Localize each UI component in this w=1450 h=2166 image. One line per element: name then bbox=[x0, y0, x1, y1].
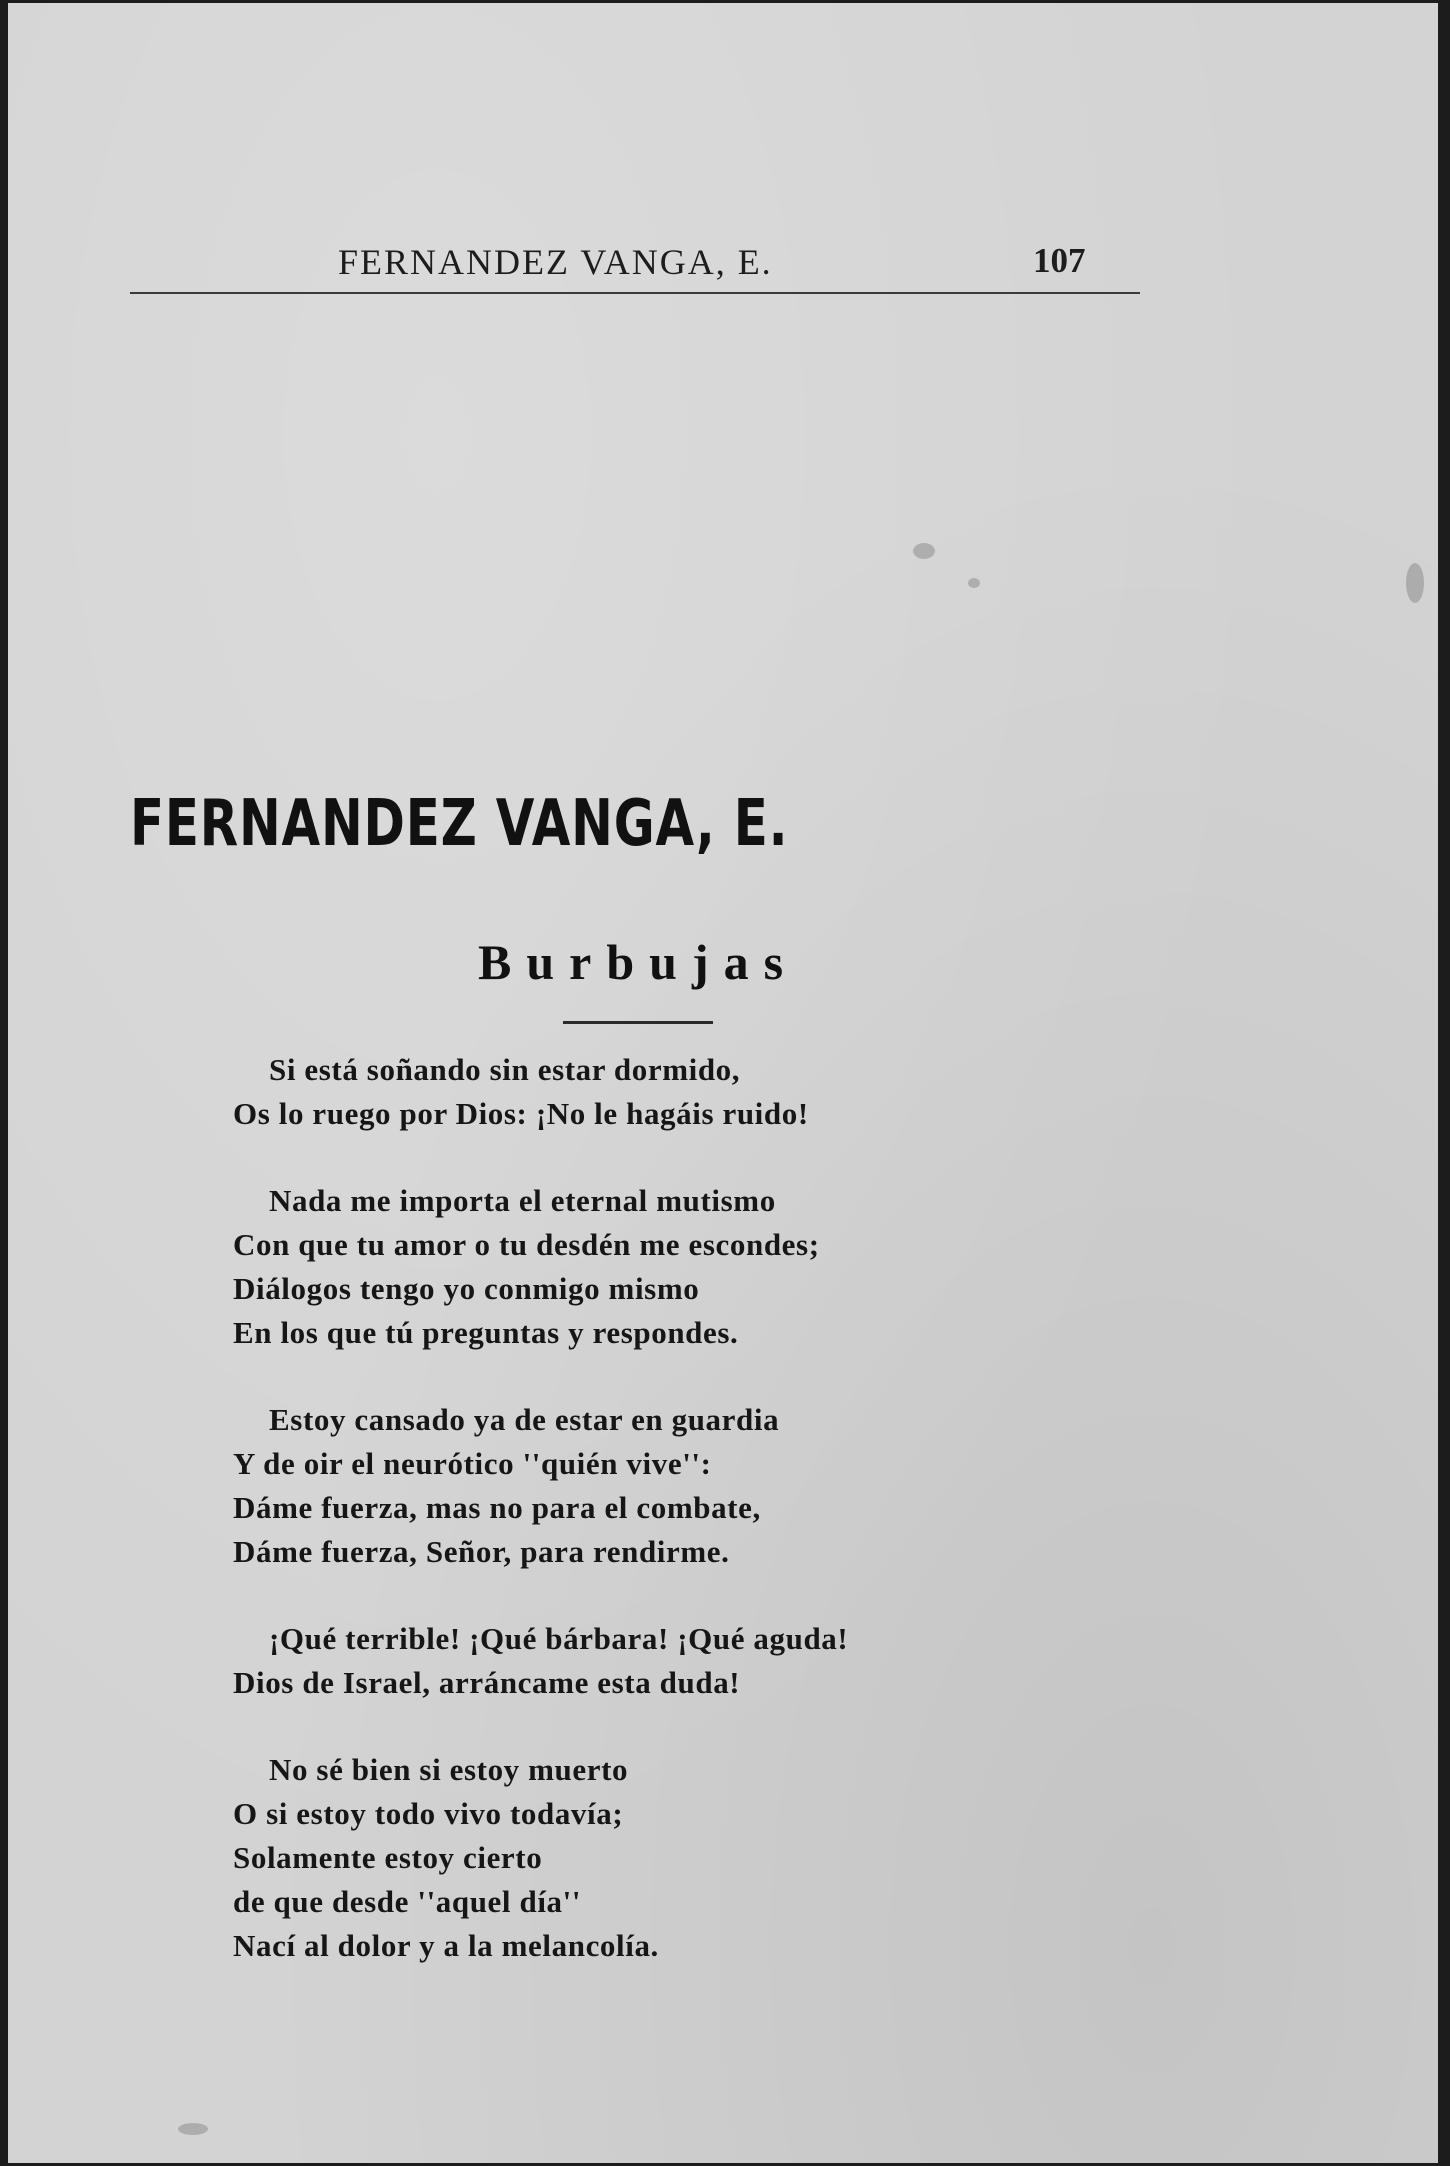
poem-line: No sé bien si estoy muerto bbox=[269, 1752, 629, 1787]
stanza bbox=[233, 1179, 1233, 1355]
poem-line: Solamente estoy cierto bbox=[233, 1840, 543, 1875]
page-number: 107 bbox=[1033, 241, 1086, 280]
poem-line: Os lo ruego por Dios: ¡No le hagáis ruido! bbox=[233, 1096, 809, 1131]
title-rule bbox=[563, 1021, 713, 1024]
stanza bbox=[233, 1048, 1233, 1136]
poem-line: O si estoy todo vivo todavía; bbox=[233, 1796, 624, 1831]
poem-line: En los que tú preguntas y respondes. bbox=[233, 1315, 739, 1350]
poem-line: Nada me importa el eternal mutismo bbox=[269, 1183, 776, 1218]
poem-line: Estoy cansado ya de estar en guardia bbox=[269, 1402, 780, 1437]
author-heading: FERNANDEZ VANGA, E. bbox=[130, 787, 789, 861]
stanza bbox=[233, 1617, 1233, 1705]
poem-line: Si está soñando sin estar dormido, bbox=[269, 1052, 741, 1087]
poem-line: ¡Qué terrible! ¡Qué bárbara! ¡Qué aguda! bbox=[269, 1621, 849, 1656]
poem-line: de que desde ''aquel día'' bbox=[233, 1884, 582, 1919]
poem-line: Con que tu amor o tu desdén me escondes; bbox=[233, 1227, 820, 1262]
poem-title: Burbujas bbox=[478, 934, 799, 990]
stanza bbox=[233, 1748, 1233, 1968]
poem-body bbox=[233, 1048, 1233, 2011]
running-header bbox=[8, 241, 1438, 285]
stanza bbox=[233, 1398, 1233, 1574]
poem-line: Dáme fuerza, mas no para el combate, bbox=[233, 1490, 761, 1525]
poem-line: Nací al dolor y a la melancolía. bbox=[233, 1928, 659, 1963]
poem-line: Dáme fuerza, Señor, para rendirme. bbox=[233, 1534, 730, 1569]
book-page bbox=[8, 3, 1438, 2163]
poem-line: Dios de Israel, arráncame esta duda! bbox=[233, 1665, 741, 1700]
paper-spot bbox=[913, 543, 935, 559]
poem-line: Diálogos tengo yo conmigo mismo bbox=[233, 1271, 700, 1306]
paper-spot bbox=[968, 578, 980, 588]
paper-spot bbox=[178, 2123, 208, 2135]
paper-spot bbox=[1406, 563, 1424, 603]
poem-line: Y de oir el neurótico ''quién vive'': bbox=[233, 1446, 712, 1481]
running-title: FERNANDEZ VANGA, E. bbox=[338, 242, 773, 282]
header-rule bbox=[130, 292, 1140, 294]
